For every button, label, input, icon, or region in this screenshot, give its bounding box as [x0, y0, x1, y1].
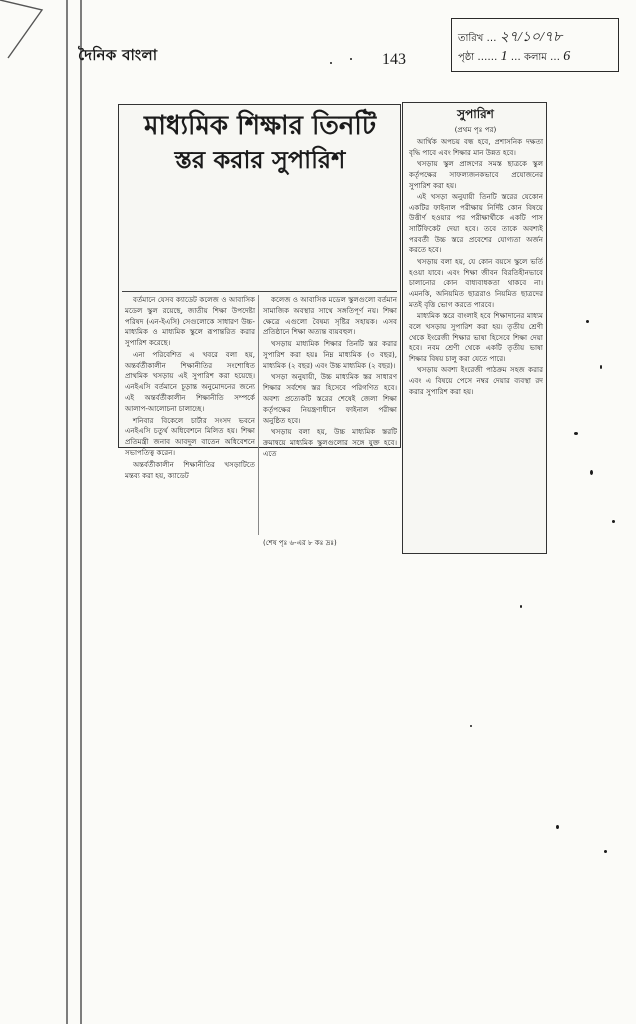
continuation-subtitle: (প্রথম পৃঃ পর) [454, 125, 497, 134]
page-left-rule [66, 0, 68, 1024]
paragraph: এই খসড়া অনুযায়ী তিনটি স্তরের যেকোন একটির ফাইনাল পরীক্ষায় নির্দিষ্ট কোন বিষয়ে উত্তীর্ণ হওয়ার পর পরীক্ষার্থীকে একটি পাস সার্টিফিকেট দেয়া হবে। তবে তাকে অবশ্যই পরবর্তী উচ্চ স্তরে প্রবেশের যোগ্যতা অর্জন করতে হবে। [409, 192, 543, 255]
paragraph: শনিবার বিকেলে চার্টার সংসদ ভবনে এনইএসি চতুর্থ অধিবেশনে মিলিত হয়। শিক্ষা প্রতিমন্ত্রী জনাব আবদুল বাতেন অধিবেশনে সভাপতিত্ব করেন। [125, 415, 255, 457]
stamp-date-label: তারিখ [458, 33, 484, 44]
stamp-column-value: 6 [563, 49, 571, 64]
continuation-clipping [402, 102, 547, 554]
paragraph: অন্তর্বর্তীকালীন শিক্ষানীতির খসড়াটিতে মন্তব্য করা হয়, ক্যাডেট [125, 459, 255, 480]
headline-rule [122, 291, 397, 292]
paragraph: খসড়ায় মাধ্যমিক শিক্ষার তিনটি স্তর করার সুপারিশ করা হয়ঃ নিম্ন মাধ্যমিক (৩ বছর), মাধ্যমিক (২ বছর) এবং উচ্চ মাধ্যমিক (২ বছর)। [263, 339, 397, 370]
paragraph: খসড়ায় বলা হয়, উচ্চ মাধ্যমিক স্তরটি ক্রমান্বয়ে মাধ্যমিক স্কুলগুলোর সঙ্গে যুক্ত হবে। এতে [263, 427, 397, 458]
paragraph: খসড়া অনুযায়ী, উচ্চ মাধ্যমিক স্তর সাধারণ শিক্ষার সর্বশেষ স্তর হিসেবে পরিগণিত হবে। অবশ্য প্রত্যেকটি স্তরের শেষেই জেলা শিক্ষা কর্তৃপক্ষের নিয়ন্ত্রণাধীনে ফাইনাল পরীক্ষা অনুষ্ঠিত হবে। [263, 372, 397, 425]
paragraph: খসড়ায় স্কুল প্রাঙ্গণের সমস্ত ছাত্রকে স্কুল কর্তৃপক্ষের সাফল্যজনকভাবে প্রযোজনের সুপারিশ করা হয়। [409, 159, 543, 190]
paragraph: খসড়ায় বলা হয়, যে কোন বয়সে স্কুলে ভর্তি হওয়া যাবে। এবং শিক্ষা জীবন বিরতিহীনভাবে চালানোর কোন বাধ্যবাধকতা থাকবে না। এমনকি, অনিয়মিত ছাত্ররাও নিয়মিত ছাত্রদের মতই বৃত্তি ভোগ করতে পারবে। [409, 257, 543, 309]
paragraph: আর্থিক অপচয় বন্ধ হবে, প্রশাসনিক দক্ষতা বৃদ্ধি পাবে এবং শিক্ষার মান উন্নত হবে। [409, 137, 543, 157]
article-headline [123, 109, 397, 176]
headline-line-1: মাধ্যমিক শিক্ষার তিনটি [143, 111, 377, 141]
headline-line-2: স্তর করার সুপারিশ [174, 145, 346, 175]
stamp-column-label: কলাম [523, 52, 547, 63]
continuation-body [409, 137, 543, 398]
page-left-rule-2 [80, 0, 82, 1024]
continuation-title: সুপারিশ [457, 107, 494, 121]
page-mark: 143 [382, 51, 406, 68]
article-clipping [118, 104, 401, 547]
folded-corner [0, 0, 50, 60]
article-column-2 [263, 295, 397, 461]
continued-note: (শেষ পৃঃ ৬-এর ৮ কঃ দ্রঃ) [263, 539, 337, 547]
paragraph: কলেজ ও আবাসিক মডেল স্কুলগুলো বর্তমান সামাজিক অবস্থার সাথে সঙ্গতিপূর্ণ নয়। শিক্ষা ক্ষেত্রে এগুলো বৈষম্য সৃষ্টির সহায়ক। এসব প্রতিষ্ঠানে শিক্ষা অত্যন্ত ব্যয়বহুল। [263, 295, 397, 337]
paragraph: মাধ্যমিক স্তরে বাংলাই হবে শিক্ষাদানের মাধ্যম বলে খসড়ায় সুপারিশ করা হয়। তৃতীয় শ্রেণী থেকে ইংরেজী শিক্ষার ভাষা হিসেবে শিক্ষা দেয়া হবে। নবম শ্রেণী থেকে একটি তৃতীয় ভাষা শিক্ষার বিষয় চালু করা যেতে পারে। [409, 311, 543, 363]
column-divider [258, 295, 259, 535]
archive-stamp: তারিখ … ২৭/১০/৭৮ পৃষ্ঠা …… 1 … কলাম … 6 [451, 18, 619, 72]
paragraph: এনা পরিবেশিত এ খবরে বলা হয়, অন্তর্বর্তীকালীন শিক্ষানীতির সংশোধিত প্রাথমিক খসড়ায় এই সুপারিশ করা হয়েছে। এনইএসি বর্তমানে চূড়ান্ত অনুমোদনের জন্যে এই অন্তর্বর্তীকালীন শিক্ষানীতি সম্পর্কে আলাপ-আলোচনা চালাচ্ছে। [125, 349, 255, 413]
paragraph: খসড়ায় অবশ্য ইংরেজী পাঠক্রম সহজ করার এবং এ বিষয়ে পেসে নম্বর দেয়ার ব্যবস্থা রদ করার সুপারিশ করা হয়। [409, 365, 543, 396]
newspaper-name: দৈনিক বাংলা [78, 46, 158, 64]
paragraph: বর্তমানে যেসব ক্যাডেট কলেজ ও আবাসিক মডেল স্কুল রয়েছে, জাতীয় শিক্ষা উপদেষ্টা পরিষদ (এন-ইএসি) সেগুলোকে সাধারণ উচ্চ-মাধ্যমিক ও মাধ্যমিক স্কুলে রূপান্তরিত করার সুপারিশ করেছে। [125, 295, 255, 348]
stamp-date-value: ২৭/১০/৭৮ [499, 30, 563, 45]
article-column-1 [125, 295, 255, 482]
stamp-page-value: 1 [500, 49, 508, 64]
stamp-page-label: পৃষ্ঠা [458, 52, 475, 63]
